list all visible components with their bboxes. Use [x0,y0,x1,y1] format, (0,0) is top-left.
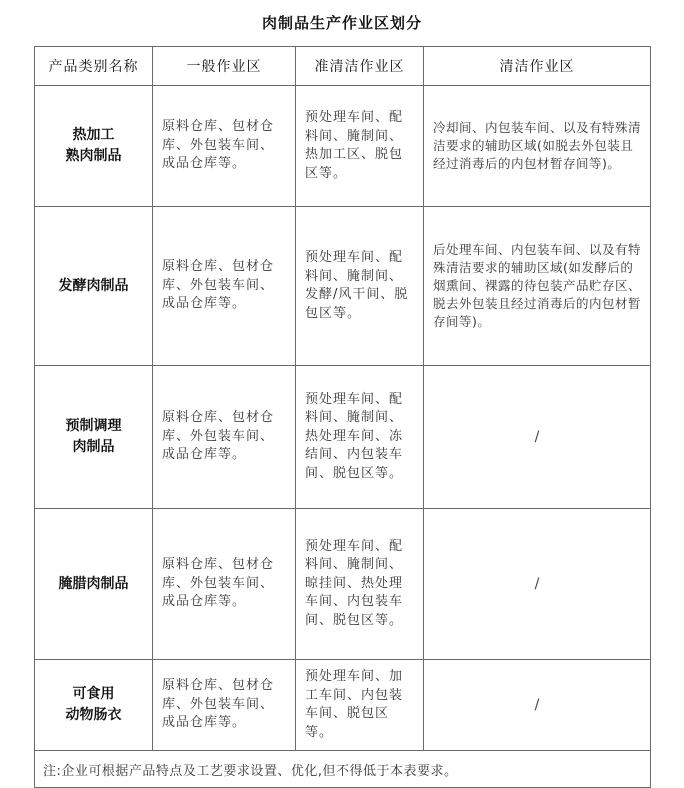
category-name-line: 热加工 [72,127,115,143]
table-note: 注:企业可根据产品特点及工艺要求设置、优化,但不得低于本表要求。 [35,751,651,788]
header-category: 产品类别名称 [35,47,153,86]
clean-zone-cell: / [424,366,651,509]
semi-clean-zone-cell: 预处理车间、配料间、腌制间、发酵/风干间、脱包区等。 [296,207,424,366]
category-cell [35,660,153,751]
semi-clean-zone-cell: 预处理车间、配料间、腌制间、热处理车间、冻结间、内包装车间、脱包区等。 [296,366,424,509]
category-cell [35,509,153,660]
table-row [35,660,651,751]
category-cell [35,86,153,207]
clean-zone-cell: 后处理车间、内包装车间、以及有特殊清洁要求的辅助区域(如发酵后的烟熏间、裸露的待包装产品贮存区、脱去外包装且经过消毒后的内包材暂存间等)。 [424,207,651,366]
category-name-line: 发酵肉制品 [58,277,129,294]
general-zone-cell: 原料仓库、包材仓库、外包装车间、成品仓库等。 [153,366,296,509]
category-name-line: 预制调理 [65,418,122,434]
general-zone-cell: 原料仓库、包材仓库、外包装车间、成品仓库等。 [153,207,296,366]
general-zone-cell: 原料仓库、包材仓库、外包装车间、成品仓库等。 [153,660,296,751]
category-cell [35,366,153,509]
header-general-zone: 一般作业区 [153,47,296,86]
document-title: 肉制品生产作业区划分 [261,14,422,32]
table-row [35,86,651,207]
table-note-row [35,751,651,788]
clean-zone-cell: / [424,660,651,751]
category-name-line: 腌腊肉制品 [58,575,129,592]
table-row [35,366,651,509]
category-cell [35,207,153,366]
clean-zone-cell: / [424,509,651,660]
table-row [35,207,651,366]
general-zone-cell: 原料仓库、包材仓库、外包装车间、成品仓库等。 [153,86,296,207]
clean-zone-cell: 冷却间、内包装车间、以及有特殊清洁要求的辅助区域(如脱去外包装且经过消毒后的内包材暂存间等)。 [424,86,651,207]
semi-clean-zone-cell: 预处理车间、配料间、腌制间、晾挂间、热处理车间、内包装车间、脱包区等。 [296,509,424,660]
category-name-line: 肉制品 [72,439,115,455]
semi-clean-zone-cell: 预处理车间、配料间、腌制间、热加工区、脱包区等。 [296,86,424,207]
zone-division-table [34,46,651,788]
semi-clean-zone-cell: 预处理车间、加工车间、内包装车间、脱包区等。 [296,660,424,751]
category-name-line: 可食用 [72,686,115,702]
category-name-line: 动物肠衣 [65,707,122,723]
general-zone-cell: 原料仓库、包材仓库、外包装车间、成品仓库等。 [153,509,296,660]
table-header-row [35,47,651,86]
header-semi-clean-zone: 准清洁作业区 [296,47,424,86]
table-row [35,509,651,660]
header-clean-zone: 清洁作业区 [424,47,651,86]
category-name-line: 熟肉制品 [65,148,122,164]
